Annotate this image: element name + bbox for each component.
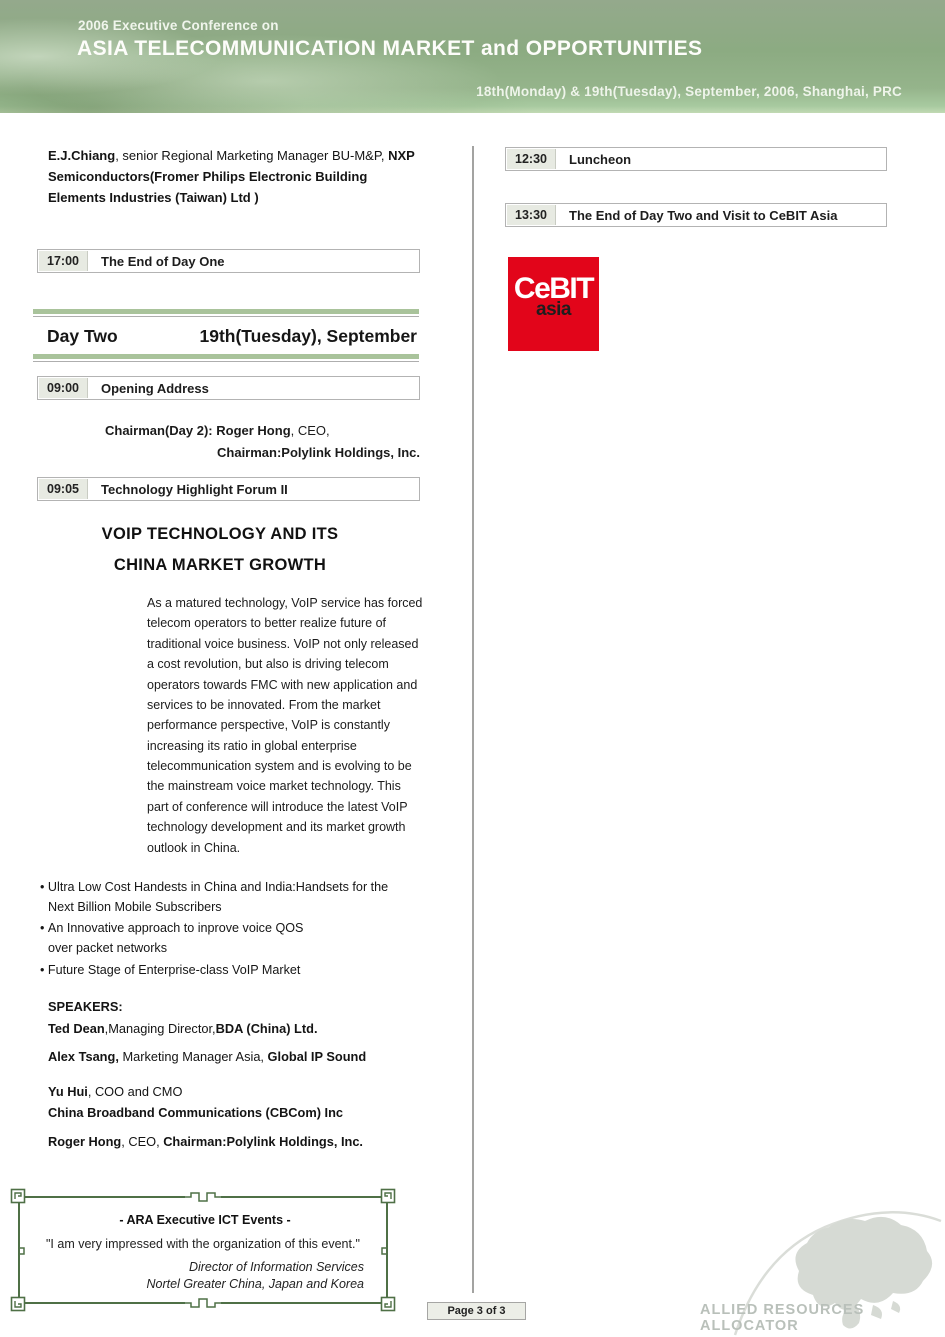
day-two-date: 19th(Tuesday), September [199, 326, 417, 346]
testimonial-box [18, 1196, 388, 1304]
chairman-line1 [105, 420, 420, 442]
fret-corner-icon [10, 1286, 36, 1312]
speaker-entry-company: China Broadband Communications (CBCom) Inc [48, 1105, 344, 1121]
conference-title: ASIA TELECOMMUNICATION MARKET and OPPORTUNITIES [77, 37, 703, 60]
fret-corner-icon [10, 1188, 36, 1214]
testimonial-attribution-org: Nortel Greater China, Japan and Korea [146, 1277, 364, 1291]
schedule-row-0905 [37, 477, 420, 501]
speaker-entry-company: BDA (China) Ltd. [215, 1021, 318, 1036]
conference-pretitle: 2006 Executive Conference on [78, 18, 279, 33]
schedule-row-1330 [505, 203, 887, 227]
day-two-label: Day Two [47, 326, 118, 346]
testimonial-quote: "I am very impressed with the organization of this event." [46, 1237, 360, 1251]
schedule-time: 09:00 [39, 378, 88, 398]
speaker-entry-name: Yu Hui [48, 1084, 88, 1099]
page-number-badge: Page 3 of 3 [427, 1302, 526, 1320]
speakers-section [48, 999, 422, 1149]
day-two-row [33, 317, 419, 354]
speaker-company: NXP Semiconductors(Fromer Philips Electronic Building Elements Industries (Taiwan) Ltd ) [48, 148, 415, 205]
divider-line [33, 361, 419, 362]
session-title [55, 519, 385, 580]
cebit-logo-text: CeBIT [513, 272, 594, 305]
speaker-entry-role: , COO and CMO [87, 1084, 183, 1099]
speaker-entry-role: ,Managing Director, [104, 1021, 216, 1036]
speakers-heading: SPEAKERS: [48, 999, 123, 1014]
speaker-entry-company: Chairman:Polylink Holdings, Inc. [163, 1134, 363, 1150]
schedule-title: The End of Day One [101, 253, 225, 269]
schedule-time: 17:00 [39, 251, 88, 271]
speaker-entry-role: Marketing Manager Asia, [118, 1049, 264, 1064]
fret-center-icon [181, 1297, 225, 1309]
day-two-heading [33, 309, 419, 362]
speaker-entry-name: Ted Dean [48, 1021, 105, 1036]
testimonial-attribution-role: Director of Information Services [188, 1260, 364, 1274]
schedule-row-1230 [505, 147, 887, 171]
topic-line2: over packet networks [48, 941, 167, 956]
fret-side-icon [380, 1242, 392, 1260]
schedule-time: 12:30 [507, 149, 556, 169]
session-title-line1: VOIP TECHNOLOGY AND ITS [101, 525, 339, 543]
topic-item [40, 877, 432, 917]
topic-line2: Next Billion Mobile Subscribers [48, 900, 222, 915]
fret-center-icon [181, 1191, 225, 1203]
green-bar [33, 309, 419, 314]
schedule-row-1700 [37, 249, 420, 273]
schedule-row-0900 [37, 376, 420, 400]
speaker-entry-name: Alex Tsang, [48, 1049, 119, 1064]
fret-side-icon [14, 1242, 26, 1260]
cebit-asia-logo [508, 257, 599, 351]
fret-corner-icon [370, 1286, 396, 1312]
speaker-entry [48, 1134, 422, 1149]
session-title-line2: CHINA MARKET GROWTH [113, 555, 327, 574]
speaker-entry [48, 1081, 422, 1123]
schedule-title: Opening Address [101, 380, 209, 396]
session-abstract: As a matured technology, VoIP service has forced telecom operators to better realize future of traditional voice business. VoIP not only released a cost revolution, but also is driving telecom operators towards FMC with new application and services to be innovated. From the market performance perspective, VoIP is constantly increasing its ratio in global enterprise telecommunication system and is evolving to be the mainstream voice market technology. This part of conference will introduce the latest VoIP technology development and its market growth outlook in China. [147, 596, 423, 855]
cebit-logo-subtext: asia [536, 299, 571, 320]
chairman-line2: Chairman:Polylink Holdings, Inc. [217, 445, 420, 461]
speaker-entry-company: Global IP Sound [264, 1049, 367, 1064]
topic-line1: • An Innovative approach to inprove voice QOS [40, 918, 432, 938]
speaker-entry-name: Roger Hong [48, 1134, 122, 1150]
topic-list [40, 877, 432, 981]
testimonial-heading: - ARA Executive ICT Events - [119, 1213, 291, 1227]
speaker-note [48, 146, 422, 208]
green-bar [33, 354, 419, 359]
topic-line1: • Ultra Low Cost Handests in China and India:Handsets for the [40, 877, 432, 897]
topic-item [40, 960, 432, 980]
schedule-time: 09:05 [39, 479, 88, 499]
chairman-note [105, 420, 420, 464]
speaker-entry [48, 1049, 422, 1064]
schedule-title: Luncheon [569, 151, 632, 167]
speaker-entry-line1 [48, 1081, 422, 1102]
company-watermark: ALLIED RESOURCES ALLOCATOR [700, 1302, 865, 1334]
conference-dates: 18th(Monday) & 19th(Tuesday), September, 2006, Shanghai, PRC [476, 84, 902, 99]
fret-corner-icon [370, 1188, 396, 1214]
topic-line1: • Future Stage of Enterprise-class VoIP Market [40, 960, 432, 980]
speaker-role: , senior Regional Marketing Manager BU-M&P, [115, 148, 389, 163]
speaker-entry-role: , CEO, [121, 1134, 164, 1150]
schedule-title: The End of Day Two and Visit to CeBIT Asia [569, 207, 838, 223]
schedule-time: 13:30 [507, 205, 556, 225]
conference-header-banner [0, 0, 945, 113]
topic-item [40, 918, 432, 958]
chairman-name: Chairman(Day 2): Roger Hong [105, 423, 291, 438]
column-divider [472, 146, 474, 1293]
schedule-title: Technology Highlight Forum II [101, 481, 288, 497]
chairman-role: , CEO, [290, 423, 330, 438]
speaker-name: E.J.Chiang [48, 148, 116, 163]
speaker-entry [48, 1021, 422, 1036]
